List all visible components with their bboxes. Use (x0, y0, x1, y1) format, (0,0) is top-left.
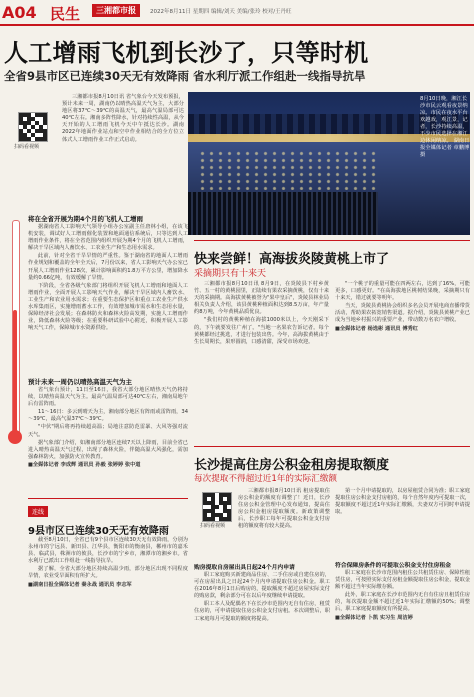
lead-body-2: 省气象台预计，11日至16日，我省大部分地区晴热天气仍将持续，以晴热高温天气为主。最高气温局部可达40℃左右，湘南局地午后有雷阵雨。 11～16日：多云到晴天为主，湘南部分地区有阵雨或雷阵雨，34～39℃，最高气温37℃～39℃。 "中伏"期后将再持续超高温；局地注意防范雷暴、大风等强对流天气。 据气象部门介绍，如湘南部分地区连续7天以上降雨，目前全省已进入晴热高温天气过程，出现了森林火险，伴随高温大风强化，需加强森林防火，加强防火宣传教育。 ■全媒体记者 李成辉 通讯员 孙毅 张婷婷 张中道 (28, 387, 188, 468)
lead-subhead-1: 将在全省开展为期4个月的飞机人工增雨 (28, 215, 144, 223)
lead-intro: 三湘都市报8月10日讯 省气象台今天发布预报，预计未来一周，湖南仍以晴热高温天气为主，大部分地区将37℃～39℃的高温天气，最高气温局部可达40℃左右。湘南多阵性降水，针对持续性高温，从今天开始的人工增雨飞机今天中午抵达长沙。湖南2022年地面作业站点和空中作业相结合的全方位立体式人工增雨作业工作正式启动。 (62, 94, 184, 143)
article3-body-1: 职工家庭购买新建商品住房、二手住房或自建住房的，可在房屋出具之日起24个月内申请提取住房公积金。职工在2016年8月1日后购房的，提取额度不超过房屋实际支付的购房款，剩余部分可在以后年度继续申请提取。 职工本人及配偶名下在长沙市范围内无自有住房，租赁住房的，可申请提取住房公积金支付房租。本次调整后，职工家庭每月可提取的额度将提高。 (194, 572, 330, 622)
page-number: A04 (2, 3, 37, 22)
lead-subhead-2: 预计未来一周仍以晴热高温天气为主 (28, 378, 132, 386)
main-subtitle: 全省9县市区已连续30天无有效降雨 省水利厅派工作组赴一线指导抗旱 (4, 69, 366, 83)
qr-label: 扫码看视频 (14, 144, 40, 150)
article3-right-col-2: 职工家庭在长沙市范围内租住公共租赁住房、保障性租赁住房，可按照实际支付房租金额提取住房公积金，提取金额不超过当年实际缴存额。 此外，职工家庭在长沙市范围内无自有住房且租赁住房的，每次提取金额不超过近1年实际汇缴额的50%；调整后，职工家庭提取额度有所提高。 ■全媒体记者 卜凯 实习生 周洁婷 (335, 570, 470, 621)
reflection-lights (198, 150, 378, 190)
qr-code-icon[interactable] (18, 112, 48, 142)
header-rule (0, 24, 474, 26)
article3-subhead-1: 购房提取自房屋出具日起24个月内申请 (194, 565, 295, 571)
section-name: 民生 (50, 5, 81, 23)
main-headline: 人工增雨飞机到长沙了，只等时机 (4, 39, 369, 67)
thermometer-graphic (8, 220, 22, 450)
article3-lead: 三湘都市报8月10日讯 租房提取住房公积金的额度有调整了！近日，长沙住房公积金管理中心发布通知，提高住房公积金租房提取额度。新政策调整后，长沙职工每年可提取公积金支付房租的额度将有较大提高。 (238, 488, 330, 530)
photo-caption: 8月10日晚，湘江长沙市民云观看夜景纳凉。市民在夜水平台欢越戏，观江景，记者，长沙持续高温，不少市民选择在湘江边休闲纳凉。 湖南日报全媒体记者 章鹏博 摄 (420, 96, 470, 158)
article3-rule (194, 446, 470, 447)
drought-title: 9县市区已连续30天无有效降雨 (28, 526, 169, 537)
article3-subtitle: 每次提取不得超过近1年的实际汇缴额 (194, 474, 337, 484)
date-line: 2022年8月11日 星期四 编辑/刘天 美编/张玲 校对/王丹旺 (150, 9, 292, 15)
section-divider (28, 498, 188, 499)
article3-subhead-2: 符合保障房条件的可提取公积金支付住房租金 (335, 563, 451, 569)
article2-rule (194, 240, 470, 241)
article2-subtitle: 采摘期只有十来天 (194, 269, 267, 279)
page-header (0, 0, 474, 24)
qr-label-2: 扫码看视频 (200, 523, 226, 529)
lead-body-1: 据湖南省人工影响天气领导小组办公室副主任唐林小组，在该飞机安装，调试好人工增雨催化装置和地面通信系统后，只等达到人工增雨作业条件，将在全省范围内组织开展为期4个月的飞机人工增雨，解决干旱区域内人畜饮水、工农业生产和生态用水需求。 此前，针对全省干旱旱情的严重性。鉴于湖南省的地面人工增雨作业规划和覆盖的全年全天后，7月份以来，省人工影响天气办公室已开展人工增雨作业128次，累计影响面积约1.8万平方公里，增加降水量约0.66亿吨，有效缓解了旱情。 下阶段，全省各级气象部门将组织开展飞机人工增雨和地面人工增雨作业，全面开展人工影响天气作业，解决干旱区域内人畜饮水、工业生产和农业用水需求；在重要生态保护区和重点工农业生产供水水库集雨区，实施增雨蓄水工作，有效增加城市需水和生态用水量，保障经济社会发展；在森林防火和森林火险高发期，实施人工增雨作业，降低森林火险等级；在重要科研试验中心附近，积极开展人工影响天气工作，保障城市水资源供给。 (28, 224, 188, 332)
connect-tag: 连线 (28, 506, 48, 517)
crowd-silhouette (188, 192, 378, 235)
qr-code-icon-2[interactable] (202, 492, 232, 522)
article3-title: 长沙提高住房公积金租房提取额度 (194, 458, 390, 473)
article2-col2: "一个桃子的重量可能在四两左右，达到了16%，可能更多，口感更好。"在高海拔地区桃树结果晚，采摘期只有十来天，错过就要等明年。 当天，炎陵县黄桃协会组织多名会员开展电商直播带货活动，帮助果农拓宽销售渠道。据介绍，炎陵县黄桃产业已成为当地乡村振兴的重要产业，带动数万名农户增收。 ■全媒体记者 杨选彬 通讯员 傅秀红 (335, 281, 470, 332)
drought-body: 截至8月10日，全省已有9个县市区连续30天无有效降雨，分别为永州市的宁远县、新田县、江华县，衡阳市的衡南县，郴州市的嘉禾县、临武县，株洲市的攸县，长沙市的宁乡市，湘潭市的湘乡市。省水利厅已派出工作组赴一线指导抗旱。 据了解，全省大部分地区持续高温少雨，部分地区出现不同程度旱情，农业受旱面积有所扩大。 ■湖南日报全媒体记者 秦永战 通讯员 李志军 (28, 537, 188, 588)
article3-right-col: 第一个月申请提取的，以房屋租赁合同为准；职工家庭提取住房公积金支付房租的，每个自然年度内可提取一次，提取额度不超过近1年实际汇缴额，夫妻双方可同时申请提取。 (335, 488, 470, 516)
article2-title: 快来尝鲜！高海拔炎陵黄桃上市了 (194, 252, 390, 267)
newspaper-logo: 三湘都市报 (92, 4, 140, 17)
article2-col1: 三湘都市报8月10日讯 8月9日，在炎陵县下村乡黄竹、五一村的黄桃园里，正陆续有果农采摘黄桃，仅有十来天的采摘期。高海拔黄桃被誉为"果中皇后"，炎陵县林业局相关负责人介绍，该县黄桃种植面积达到8.5万亩，年产量约8万吨，今年黄桃品质优良。 "我们村的黄桃种植在海拔1000米以上，今天刚采下的，下午就要发往广州了。"当地一名果农告诉记者。每个黄桃都经过挑选，才进行包装出售。今年，高海拔黄桃由于生长周期长，果形圆润，口感清甜，深受市场欢迎。 (194, 281, 329, 345)
